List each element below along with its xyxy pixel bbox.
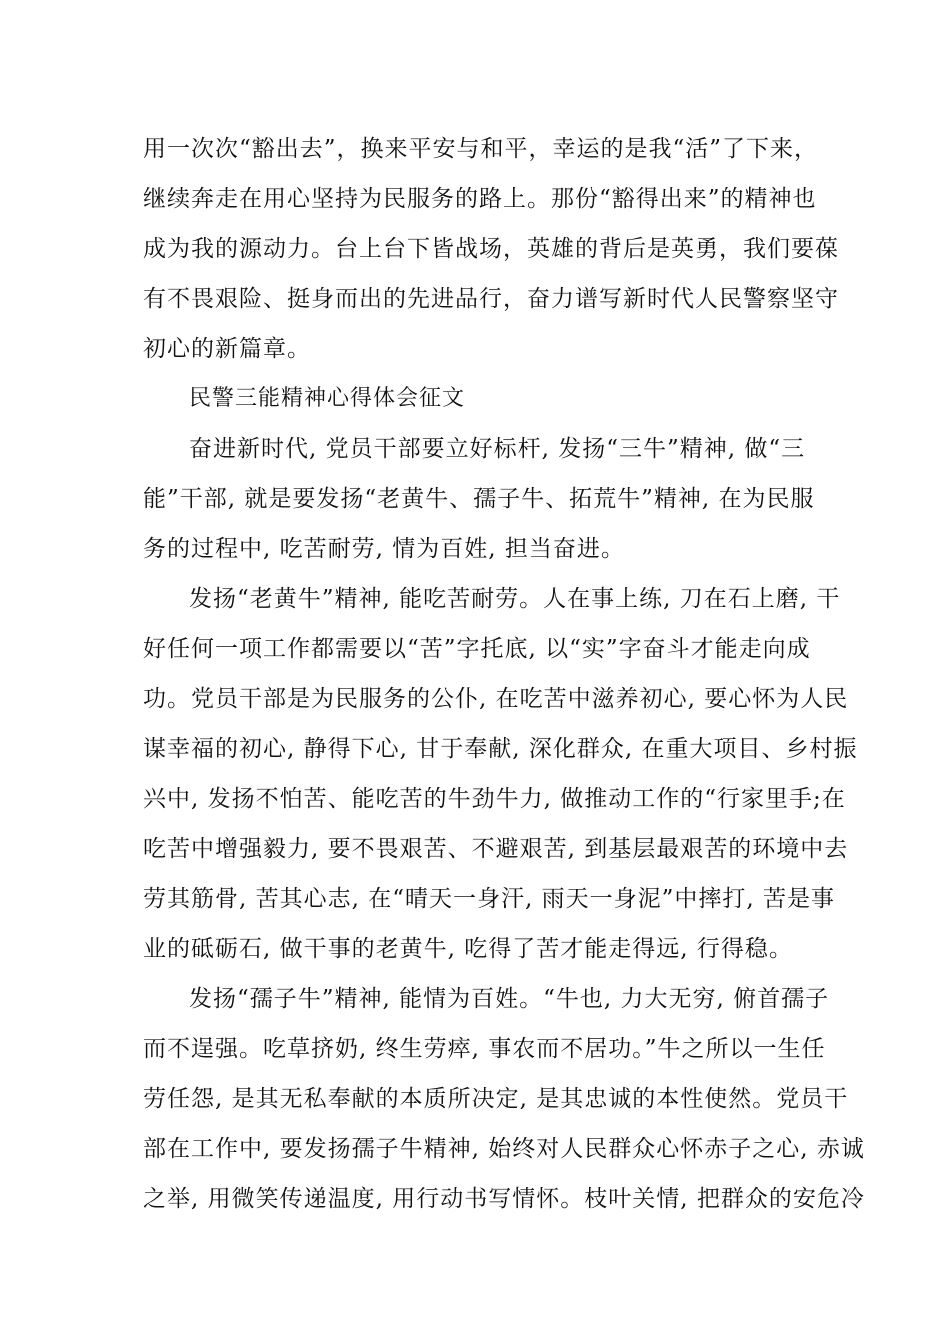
- text-line: 成为我的源动力。台上台下皆战场，英雄的背后是英勇，我们要葆: [143, 236, 839, 262]
- text-line: 发扬“老黄牛”精神, 能吃苦耐劳。人在事上练, 刀在石上磨, 干: [189, 586, 841, 612]
- text-line: 用一次次“豁出去”，换来平安与和平，幸运的是我“活”了下来，: [143, 136, 819, 162]
- text-line: 能”干部, 就是要发扬“老黄牛、孺子牛、拓荒牛”精神, 在为民服: [143, 486, 815, 512]
- text-line: 部在工作中, 要发扬孺子牛精神, 始终对人民群众心怀赤子之心, 赤诚: [143, 1136, 865, 1162]
- text-line: 吃苦中增强毅力, 要不畏艰苦、不避艰苦, 到基层最艰苦的环境中去: [143, 836, 849, 862]
- text-line: 谋幸福的初心, 静得下心, 甘于奉献, 深化群众, 在重大项目、乡村振: [143, 736, 858, 762]
- text-line: 初心的新篇章。: [143, 336, 311, 362]
- text-line: 劳任怨, 是其无私奉献的本质所决定, 是其忠诚的本性使然。党员干: [143, 1086, 849, 1112]
- text-line: 继续奔走在用心坚持为民服务的路上。那份“豁得出来”的精神也: [143, 186, 817, 212]
- text-line: 发扬“孺子牛”精神, 能情为百姓。“牛也, 力大无穷, 俯首孺子: [189, 986, 830, 1012]
- section-title: 民警三能精神心得体会征文: [189, 386, 466, 411]
- text-line: 功。党员干部是为民服务的公仆, 在吃苦中滋养初心, 要心怀为人民: [143, 686, 849, 712]
- text-line: 兴中, 发扬不怕苦、能吃苦的牛劲牛力, 做推动工作的“行家里手;在: [143, 786, 846, 812]
- text-line: 之举, 用微笑传递温度, 用行动书写情怀。枝叶关情, 把群众的安危冷: [143, 1186, 865, 1212]
- text-line: 有不畏艰险、挺身而出的先进品行，奋力谱写新时代人民警察坚守: [143, 286, 839, 312]
- text-line: 奋进新时代, 党员干部要立好标杆, 发扬“三牛”精神, 做“三: [189, 436, 806, 462]
- text-line: 业的砥砺石, 做干事的老黄牛, 吃得了苦才能走得远, 行得稳。: [143, 936, 793, 962]
- document-body: [143, 124, 865, 1224]
- text-line: 务的过程中, 吃苦耐劳, 情为百姓, 担当奋进。: [143, 536, 625, 562]
- text-line: 而不逞强。吃草挤奶, 终生劳瘁, 事农而不居功。”牛之所以一生任: [143, 1036, 826, 1062]
- text-line: 好任何一项工作都需要以“苦”字托底, 以“实”字奋斗才能走向成: [143, 636, 811, 662]
- text-line: 劳其筋骨, 苦其心志, 在“晴天一身汗, 雨天一身泥”中摔打, 苦是事: [143, 886, 836, 912]
